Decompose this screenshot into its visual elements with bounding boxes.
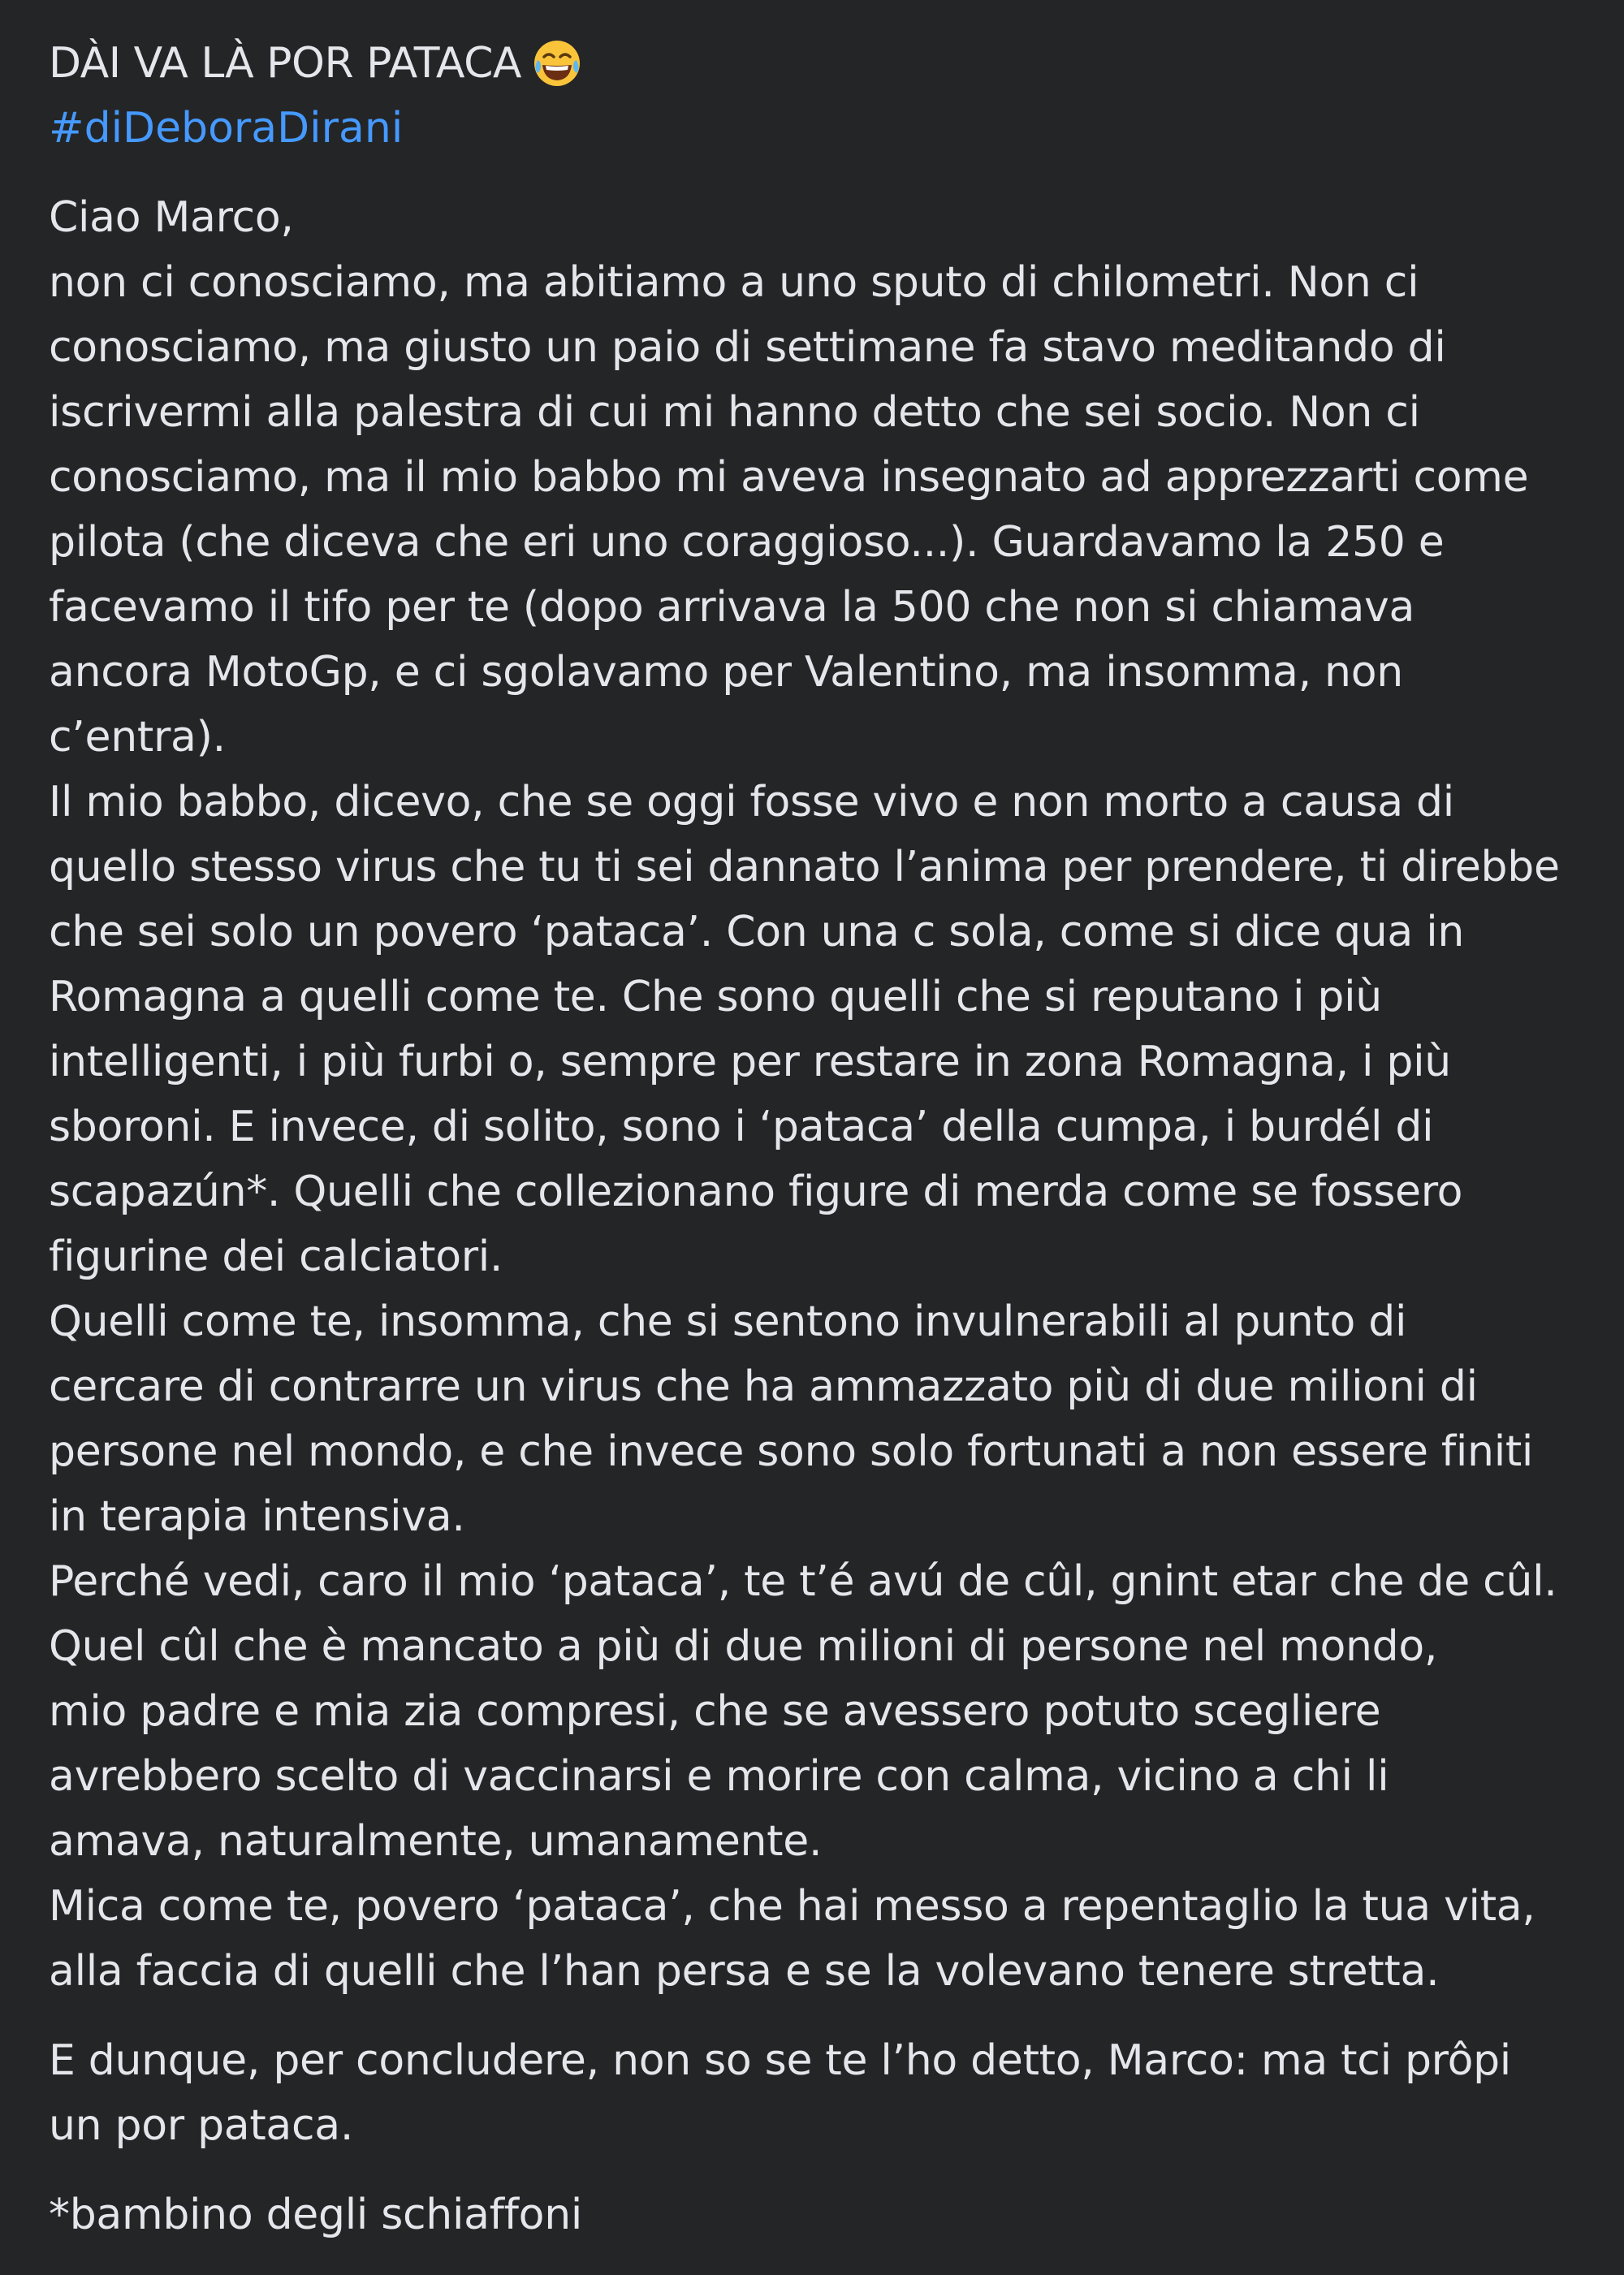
body-line: quello stesso virus che tu ti sei dannato l’anima per prendere, ti direbbe [49, 843, 1560, 891]
body-line: ancora MotoGp, e ci sgolavamo per Valentino, ma insomma, non [49, 648, 1403, 697]
body-line: Ciao Marco, [49, 193, 294, 242]
body-line: cercare di contrarre un virus che ha ammazzato più di due milioni di [49, 1362, 1478, 1411]
post-title-row [49, 31, 1592, 96]
post-closing [49, 2028, 1592, 2158]
body-line: scapazún*. Quelli che collezionano figure di merda come se fossero [49, 1168, 1463, 1216]
body-line: figurine dei calciatori. [49, 1232, 503, 1281]
face-with-tears-of-joy-icon [533, 39, 581, 88]
body-line: mio padre e mia zia compresi, che se avessero potuto scegliere [49, 1687, 1381, 1736]
body-line: amava, naturalmente, umanamente. [49, 1817, 823, 1866]
post-footnote [49, 2182, 1592, 2247]
body-line: avrebbero scelto di vaccinarsi e morire con calma, vicino a chi li [49, 1752, 1389, 1801]
body-line: pilota (che diceva che eri uno coraggioso...). Guardavamo la 250 e [49, 518, 1445, 567]
body-line: c’entra). [49, 713, 226, 762]
body-line: Il mio babbo, dicevo, che se oggi fosse vivo e non morto a causa di [49, 778, 1454, 827]
body-line: conosciamo, ma il mio babbo mi aveva insegnato ad apprezzarti come [49, 453, 1529, 502]
body-line: Perché vedi, caro il mio ‘pataca’, te t’é avú de cûl, gnint etar che de cûl. [49, 1557, 1557, 1606]
body-line: in terapia intensiva. [49, 1492, 465, 1541]
closing-line: un por pataca. [49, 2101, 354, 2150]
body-line: intelligenti, i più furbi o, sempre per restare in zona Romagna, i più [49, 1038, 1451, 1086]
body-line: Quel cûl che è mancato a più di due milioni di persone nel mondo, [49, 1622, 1438, 1671]
closing-line: E dunque, per concludere, non so se te l’ho detto, Marco: ma tci prôpi [49, 2036, 1511, 2085]
body-line: Quelli come te, insomma, che si sentono invulnerabili al punto di [49, 1297, 1407, 1346]
body-line: conosciamo, ma giusto un paio di settimane fa stavo meditando di [49, 323, 1446, 372]
body-line: Mica come te, povero ‘pataca’, che hai messo a repentaglio la tua vita, [49, 1882, 1535, 1931]
body-line: iscrivermi alla palestra di cui mi hanno detto che sei socio. Non ci [49, 388, 1420, 437]
body-line: persone nel mondo, e che invece sono solo fortunati a non essere finiti [49, 1427, 1534, 1476]
body-line: facevamo il tifo per te (dopo arrivava la 500 che non si chiamava [49, 583, 1415, 632]
hashtag-link[interactable]: #diDeboraDirani [49, 104, 404, 153]
footnote-line: *bambino degli schiaffoni [49, 2191, 582, 2239]
body-line: non ci conosciamo, ma abitiamo a uno sputo di chilometri. Non ci [49, 258, 1419, 307]
post-title: DÀI VA LÀ POR PATACA [49, 39, 521, 88]
body-line: alla faccia di quelli che l’han persa e se la volevano tenere stretta. [49, 1947, 1440, 1996]
post-body [49, 185, 1592, 2004]
body-line: Romagna a quelli come te. Che sono quelli che si reputano i più [49, 973, 1382, 1021]
body-line: che sei solo un povero ‘pataca’. Con una c sola, come si dice qua in [49, 908, 1465, 956]
body-line: sboroni. E invece, di solito, sono i ‘pataca’ della cumpa, i burdél di [49, 1103, 1434, 1151]
